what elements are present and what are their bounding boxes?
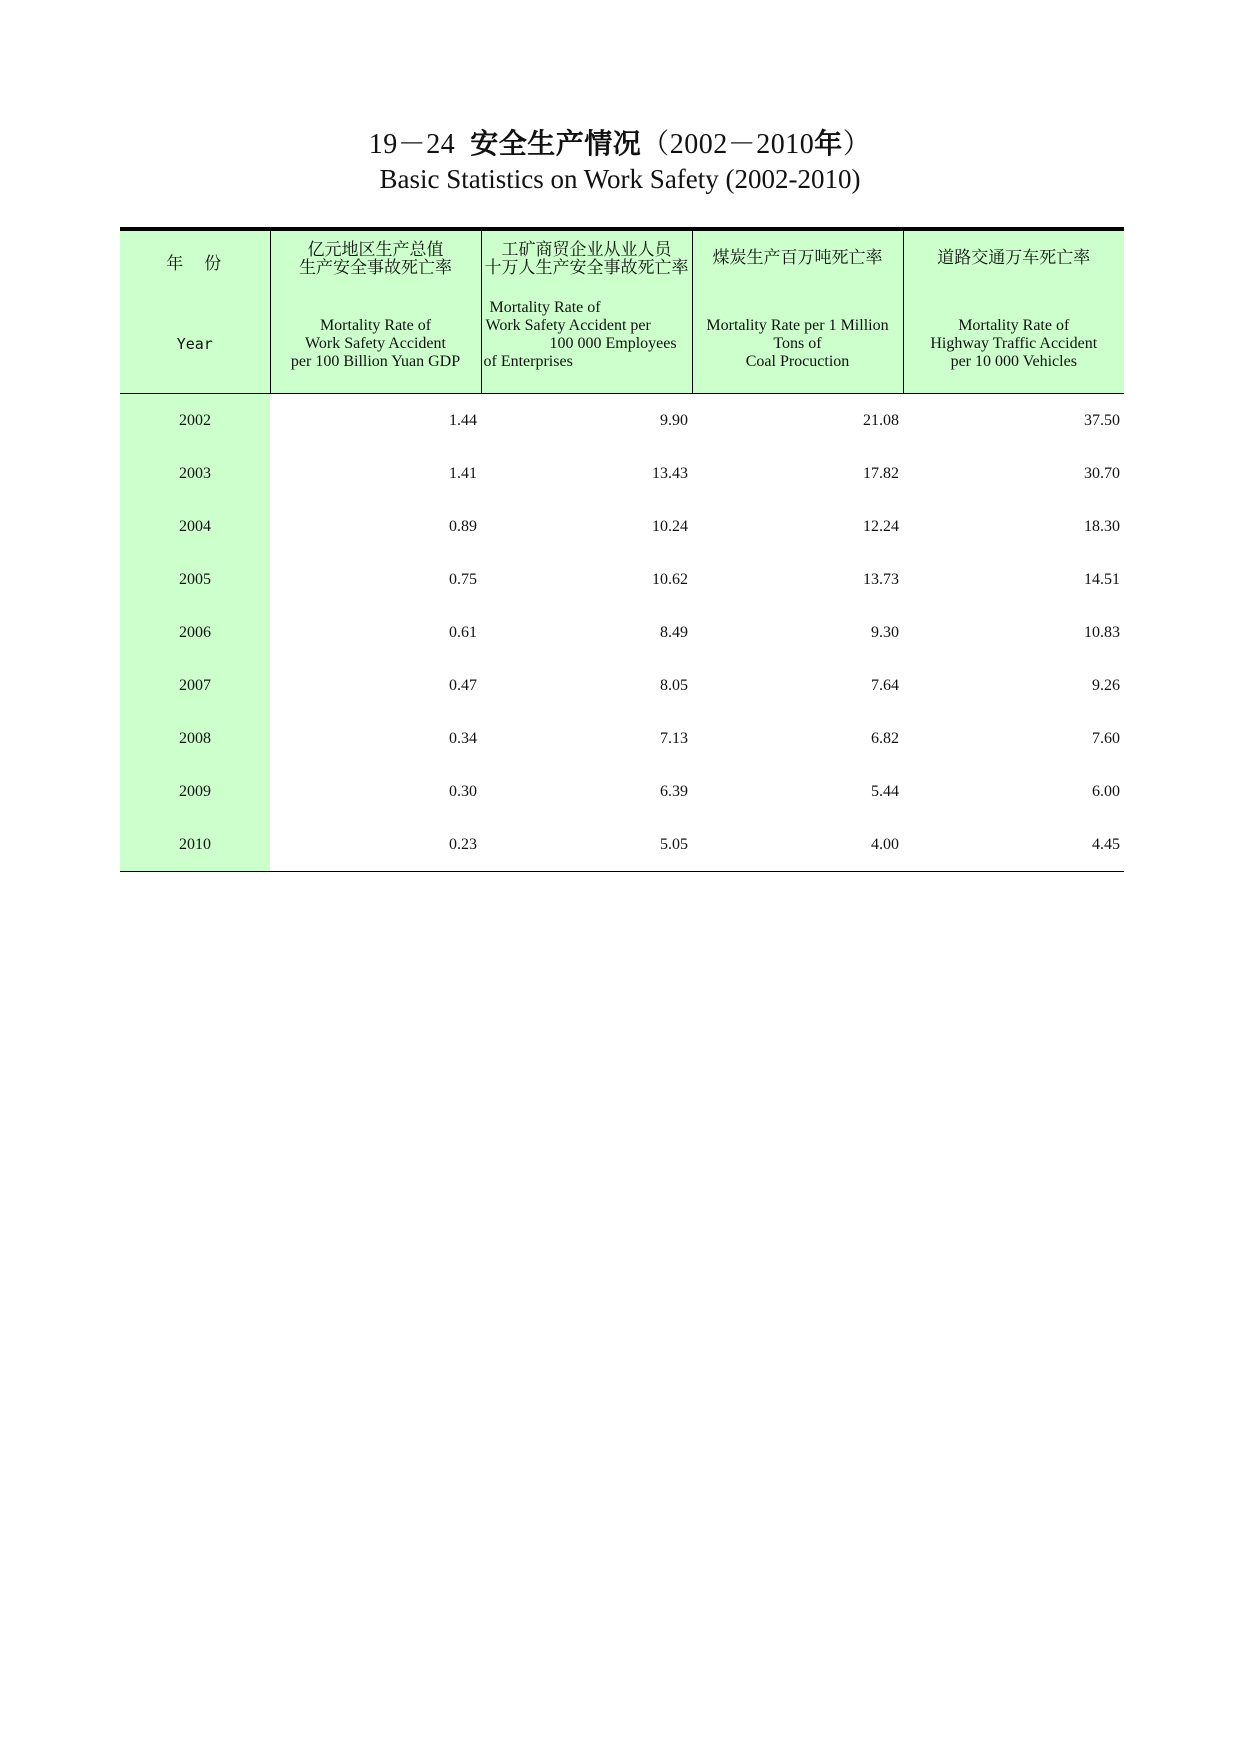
traffic-cell: 6.00 (1092, 782, 1120, 800)
traffic-cell: 14.51 (1084, 570, 1120, 588)
header-year (120, 229, 270, 394)
year-cell: 2007 (120, 659, 270, 712)
enterprise-cell: 9.90 (660, 411, 688, 429)
header-gdp-en: Mortality Rate of Work Safety Accident per 100 Billion Yuan GDP (290, 317, 461, 370)
coal-cell: 17.82 (863, 464, 899, 482)
table-row (120, 394, 1124, 448)
enterprise-cell: 7.13 (660, 729, 688, 747)
year-cell: 2006 (120, 606, 270, 659)
traffic-cell: 4.45 (903, 818, 1124, 872)
header-enterprise-mortality (481, 229, 692, 394)
enterprise-cell: 6.39 (660, 782, 688, 800)
header-enterprise-en-line1: Mortality Rate of (489, 299, 601, 316)
enterprise-cell: 8.05 (660, 676, 688, 694)
header-traffic-cn: 道路交通万车死亡率 (937, 248, 1091, 267)
table-row (120, 500, 1124, 553)
year-cell: 2002 (120, 394, 270, 448)
table-row (120, 606, 1124, 659)
header-enterprise-en (483, 299, 686, 371)
coal-cell: 21.08 (863, 411, 899, 429)
header-coal-mortality (692, 229, 903, 394)
coal-cell: 13.73 (863, 570, 899, 588)
year-cell: 2004 (120, 500, 270, 553)
year-cell: 2009 (120, 765, 270, 818)
traffic-cell: 30.70 (1084, 464, 1120, 482)
title-cn-year-char: 年 (814, 129, 843, 160)
enterprise-cell: 8.49 (660, 623, 688, 641)
traffic-cell: 10.83 (1084, 623, 1120, 641)
header-enterprise-cn: 工矿商贸企业从业人员 十万人生产安全事故死亡率 (484, 240, 689, 277)
header-enterprise-en-line4: of Enterprises (483, 353, 573, 370)
header-enterprise-en-line2: Work Safety Accident per (485, 317, 651, 334)
header-coal-en: Mortality Rate per 1 Million Tons of Coal Procuction (706, 317, 889, 370)
header-gdp-mortality (270, 229, 481, 394)
coal-cell: 12.24 (863, 517, 899, 535)
gdp-cell: 0.34 (449, 729, 477, 747)
header-gdp-cn: 亿元地区生产总值 生产安全事故死亡率 (299, 240, 452, 277)
enterprise-cell: 10.62 (652, 570, 688, 588)
gdp-cell: 0.61 (449, 623, 477, 641)
work-safety-table (120, 227, 1124, 872)
table-row (120, 659, 1124, 712)
header-year-en: Year (176, 335, 213, 353)
gdp-cell: 0.30 (449, 782, 477, 800)
traffic-cell: 7.60 (1092, 729, 1120, 747)
traffic-cell: 18.30 (1084, 517, 1120, 535)
table-row (120, 712, 1124, 765)
gdp-cell: 1.41 (449, 464, 477, 482)
year-cell: 2008 (120, 712, 270, 765)
header-year-cn: 年 份 (166, 254, 224, 273)
enterprise-cell: 5.05 (481, 818, 692, 872)
title-block (0, 128, 1240, 196)
title-cn-main: 安全生产情况 (470, 129, 642, 160)
traffic-cell: 9.26 (1092, 676, 1120, 694)
title-cn-years: （2002－2010 (641, 129, 815, 160)
coal-cell: 4.00 (692, 818, 903, 872)
year-cell: 2003 (120, 447, 270, 500)
table-row (120, 765, 1124, 818)
gdp-cell: 0.75 (449, 570, 477, 588)
year-cell: 2005 (120, 553, 270, 606)
gdp-cell: 1.44 (449, 411, 477, 429)
gdp-cell: 0.23 (270, 818, 481, 872)
coal-cell: 7.64 (871, 676, 899, 694)
year-cell: 2010 (120, 818, 270, 872)
enterprise-cell: 10.24 (652, 517, 688, 535)
header-row (120, 229, 1124, 394)
traffic-cell: 37.50 (1084, 411, 1120, 429)
header-coal-cn: 煤炭生产百万吨死亡率 (712, 248, 883, 267)
gdp-cell: 0.89 (449, 517, 477, 535)
header-traffic-en: Mortality Rate of Highway Traffic Accident per 10 000 Vehicles (930, 317, 1098, 370)
table-body (120, 394, 1124, 872)
header-traffic-mortality (903, 229, 1124, 394)
enterprise-cell: 13.43 (652, 464, 688, 482)
header-enterprise-en-line3: 100 000 Employees (549, 335, 677, 352)
title-cn-close: ） (842, 129, 872, 160)
table-number: 19－24 (368, 129, 456, 160)
page-title-en: Basic Statistics on Work Safety (2002-2010) (379, 164, 861, 194)
table-row (120, 818, 1124, 872)
table-row (120, 447, 1124, 500)
coal-cell: 9.30 (871, 623, 899, 641)
page-title-cn (0, 128, 1240, 162)
table-row (120, 553, 1124, 606)
gdp-cell: 0.47 (449, 676, 477, 694)
coal-cell: 5.44 (871, 782, 899, 800)
coal-cell: 6.82 (871, 729, 899, 747)
